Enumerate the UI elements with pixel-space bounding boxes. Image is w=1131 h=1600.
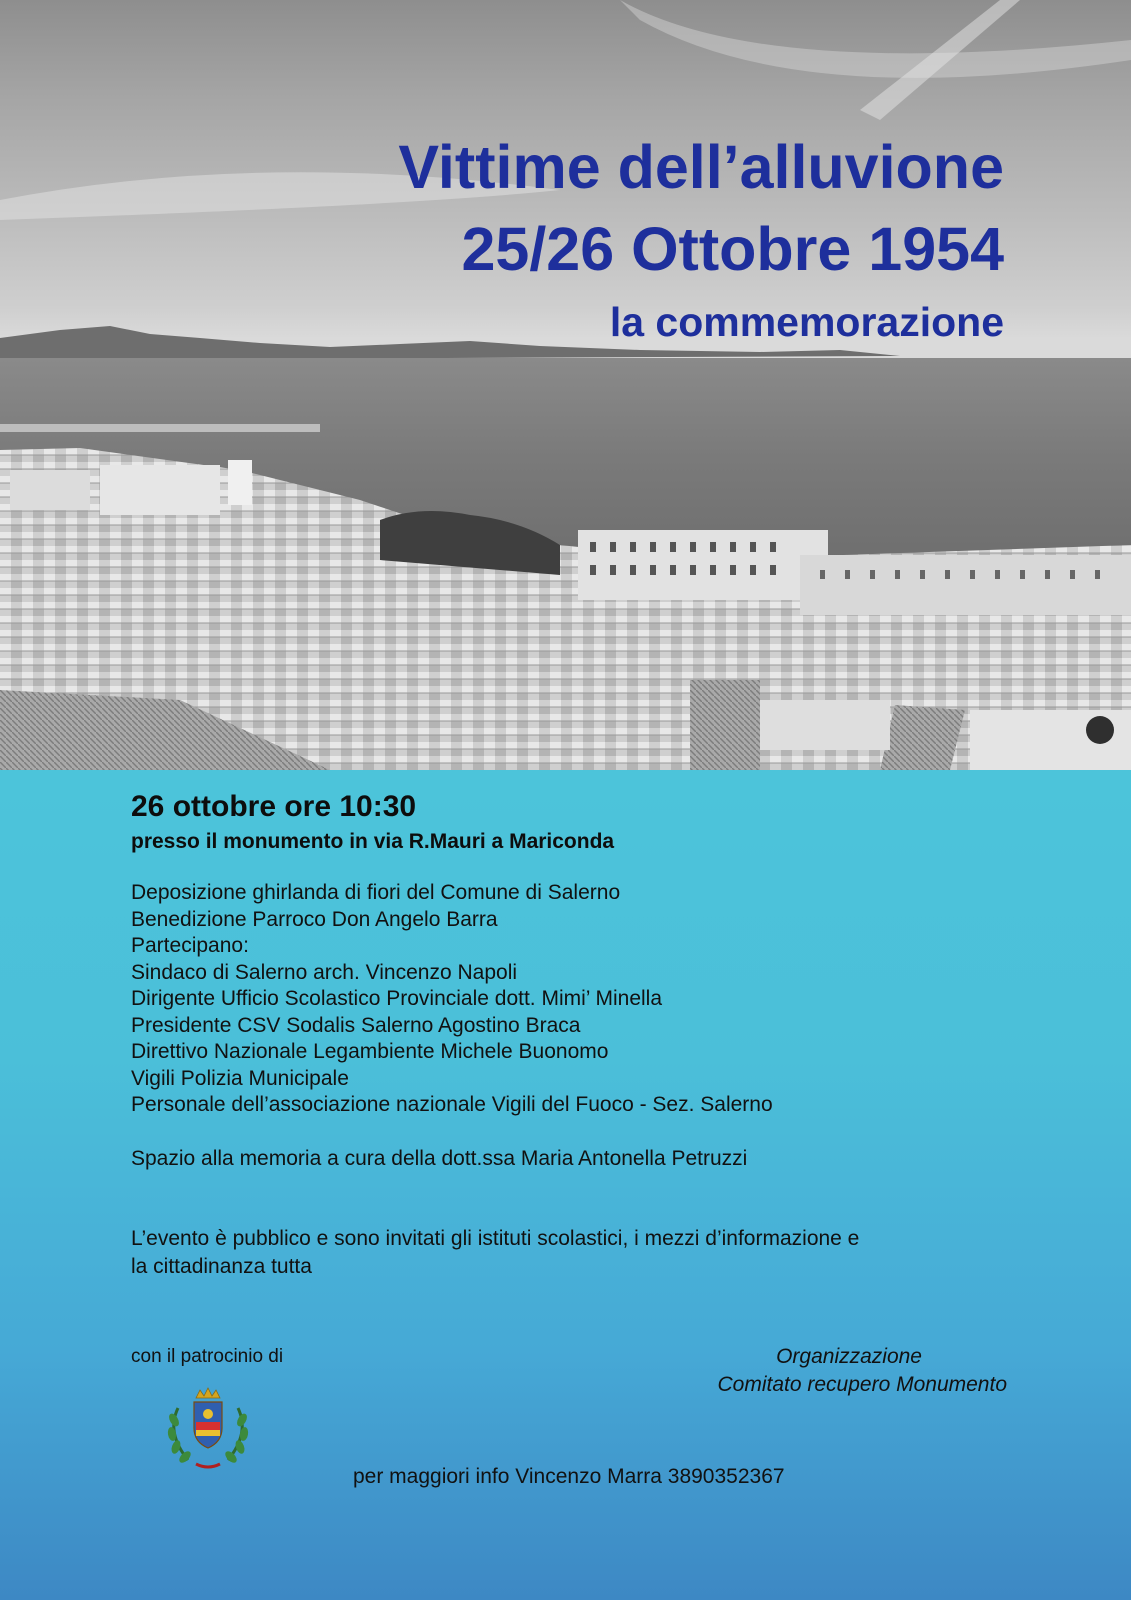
program-item: Personale dell’associazione nazionale Vigili del Fuoco - Sez. Salerno <box>131 1093 773 1116</box>
program-item: Benedizione Parroco Don Angelo Barra <box>131 907 498 931</box>
event-info-panel <box>0 770 1131 1600</box>
poster-subtitle: la commemorazione <box>609 299 1004 345</box>
program-item: Partecipano: <box>131 934 249 957</box>
poster-date-title: 25/26 Ottobre 1954 <box>461 215 1004 283</box>
public-note <box>131 1225 951 1281</box>
patronage-label: con il patrocinio di <box>131 1346 284 1367</box>
program-item: Dirigente Ufficio Scolastico Provinciale dott. Mimi’ Minella <box>131 987 663 1010</box>
program-item: Sindaco di Salerno arch. Vincenzo Napoli <box>131 960 518 984</box>
contact-info: per maggiori info Vincenzo Marra 3890352367 <box>353 1465 785 1488</box>
public-note-line: L’evento è pubblico e sono invitati gli istituti scolastici, i mezzi d’informazione e <box>131 1227 860 1250</box>
program-item: Presidente CSV Sodalis Salerno Agostino Braca <box>131 1013 581 1037</box>
program-list <box>131 880 773 1119</box>
program-item: Deposizione ghirlanda di fiori del Comune di Salerno <box>131 881 621 904</box>
poster-title: Vittime dell’alluvione <box>398 133 1004 201</box>
city-crest-icon <box>160 1378 256 1474</box>
panorama-illustration <box>0 0 1131 770</box>
program-item: Vigili Polizia Municipale <box>131 1066 349 1090</box>
event-location: presso il monumento in via R.Mauri a Mariconda <box>131 830 615 853</box>
event-datetime: 26 ottobre ore 10:30 <box>131 790 417 823</box>
salerno-panorama-photo <box>0 0 1131 770</box>
memory-note: Spazio alla memoria a cura della dott.ssa Maria Antonella Petruzzi <box>131 1147 748 1170</box>
organization-block <box>718 1343 1007 1399</box>
organization-name: Comitato recupero Monumento <box>717 1373 1007 1396</box>
poster-title-block <box>398 126 1004 350</box>
public-note-line: la cittadinanza tutta <box>131 1255 312 1278</box>
organization-label: Organizzazione <box>776 1345 922 1368</box>
program-item: Direttivo Nazionale Legambiente Michele Buonomo <box>131 1040 609 1063</box>
